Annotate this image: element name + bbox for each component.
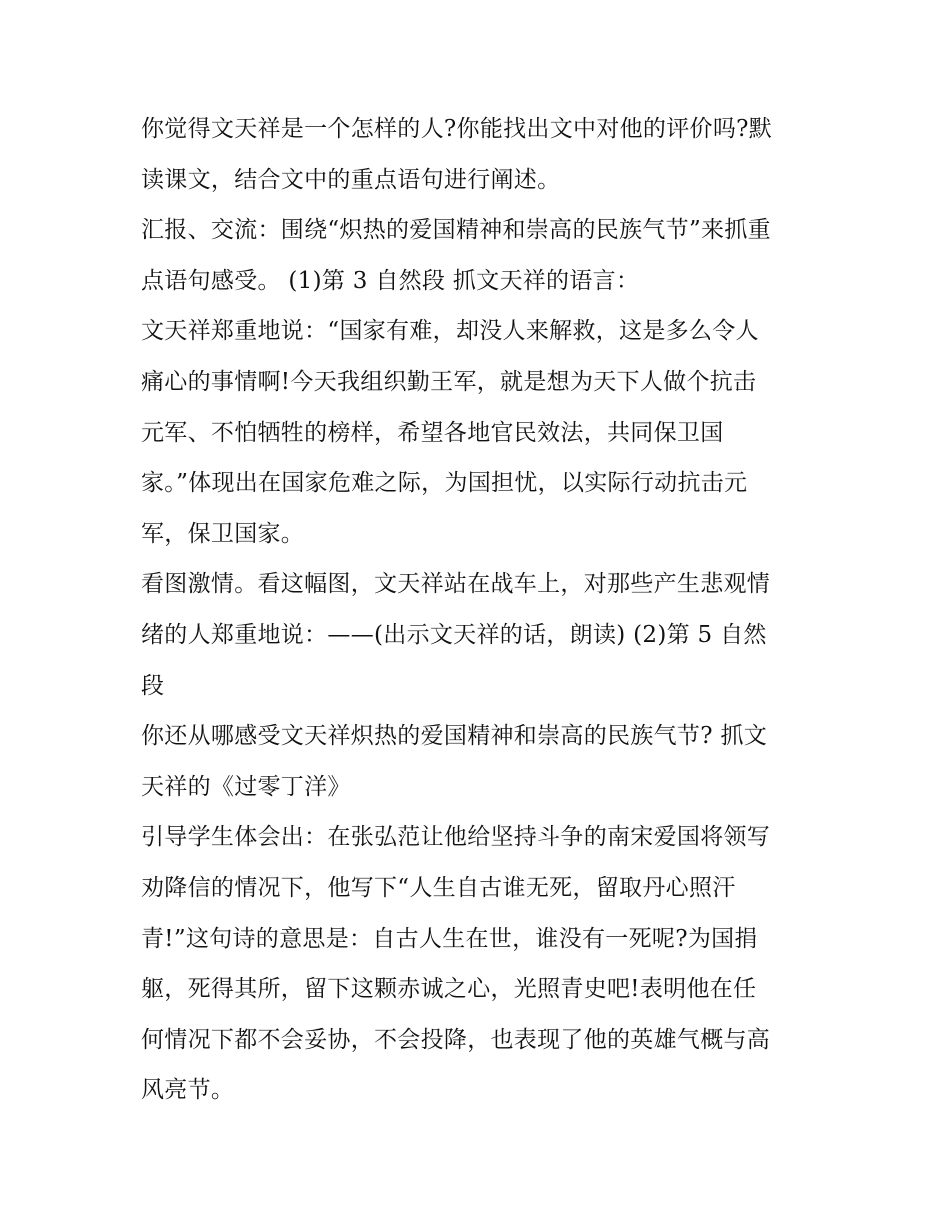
text-line: 看图激情。看这幅图，文天祥站在战车上，对那些产生悲观情: [141, 571, 771, 598]
text-line: 汇报、交流：围绕“炽热的爱国精神和崇高的民族气节”来抓重: [141, 217, 771, 244]
text-line: 段: [141, 672, 165, 699]
text-line: 家。”体现出在国家危难之际，为国担忧，以实际行动抗击元: [141, 470, 748, 497]
text-line: 躯，死得其所，留下这颗赤诚之心，光照青史吧!表明他在任: [141, 976, 757, 1003]
text-line: 天祥的《过零丁洋》: [141, 773, 351, 800]
text-line: 引导学生体会出：在张弘范让他给坚持斗争的南宋爱国将领写: [141, 824, 771, 851]
text-line: 你觉得文天祥是一个怎样的人?你能找出文中对他的评价吗?默: [141, 116, 773, 142]
body-text: [141, 104, 813, 1116]
text-line: 读课文，结合文中的重点语句进行阐述。: [141, 166, 561, 193]
text-line: 青!”这句诗的意思是：自古人生在世，谁没有一死呢?为国捐: [141, 925, 758, 952]
text-line: 元军、不怕牺牲的榜样，希望各地官民效法，共同保卫国: [141, 419, 724, 446]
text-line: 痛心的事情啊!今天我组织勤王军，就是想为天下人做个抗击: [141, 368, 757, 395]
text-line: 文天祥郑重地说：“国家有难，却没人来解救，这是多么令人: [141, 318, 759, 345]
text-line: 何情况下都不会妥协，不会投降，也表现了他的英雄气概与高: [141, 1026, 771, 1053]
text-line: 劝降信的情况下，他写下“人生自古谁无死，留取丹心照汗: [141, 874, 736, 901]
text-line: 风亮节。: [141, 1077, 235, 1104]
text-line: 点语句感受。 (1)第 3 自然段 抓文天祥的语言：: [141, 267, 640, 294]
text-line: 绪的人郑重地说：——(出示文天祥的话，朗读) (2)第 5 自然: [141, 621, 767, 648]
text-line: 你还从哪感受文天祥炽热的爱国精神和崇高的民族气节? 抓文: [141, 723, 768, 750]
text-line: 军，保卫国家。: [141, 520, 305, 547]
